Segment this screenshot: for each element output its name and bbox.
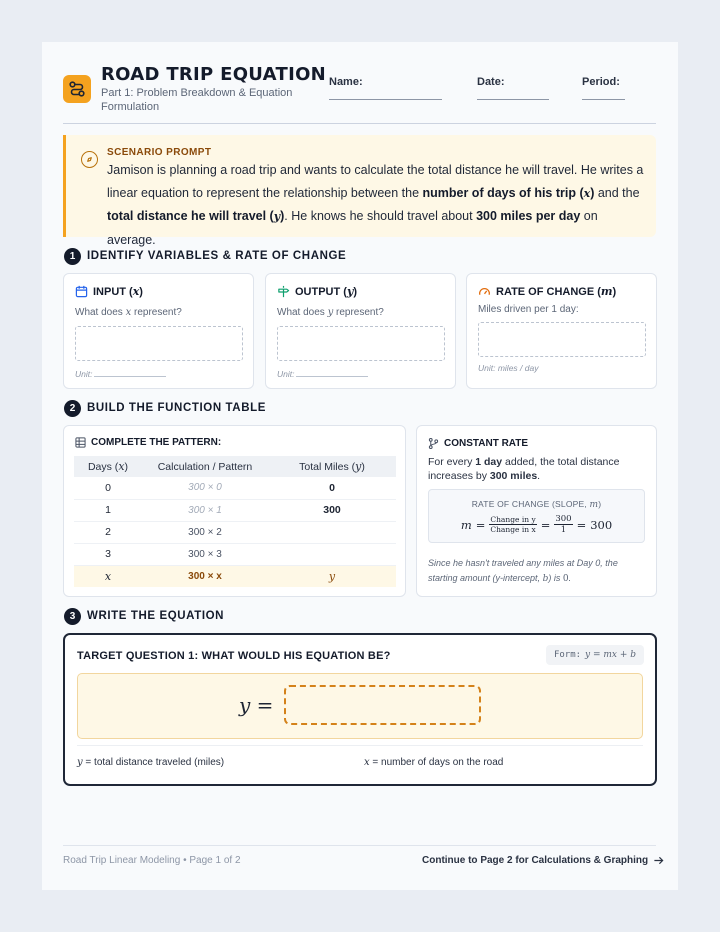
equation-answer-box[interactable] — [284, 685, 481, 725]
row-calc: 300 × x — [142, 565, 268, 587]
input-question: What does x represent? — [75, 307, 182, 318]
name-field[interactable] — [329, 99, 442, 100]
target-question: TARGET QUESTION 1: WHAT WOULD HIS EQUATION BE? — [77, 650, 391, 662]
input-card — [63, 273, 254, 389]
row-calc: 300 × 0 — [142, 477, 268, 499]
calendar-icon — [75, 285, 88, 298]
row-days: 3 — [74, 543, 142, 565]
slope-formula: m = Change in y Change in x = $\frac{300}{1}$ = 300 — [460, 514, 613, 535]
rate-card — [466, 273, 657, 389]
output-question: What does y represent? — [277, 307, 384, 318]
compass-icon — [81, 151, 98, 168]
output-answer-box[interactable] — [277, 326, 445, 361]
signpost-icon — [277, 285, 290, 298]
rate-question: Miles driven per 1 day: — [478, 304, 579, 315]
pattern-card — [63, 425, 406, 597]
row-miles: 0 — [268, 477, 396, 499]
section-1-number: 1 — [64, 248, 81, 265]
scenario-label: SCENARIO PROMPT — [107, 147, 212, 158]
table-row — [74, 521, 396, 543]
row-days: 2 — [74, 521, 142, 543]
y-definition: y = total distance traveled (miles) — [77, 757, 225, 768]
rate-unit: Unit: miles / day — [478, 363, 539, 373]
slope-label: RATE OF CHANGE (SLOPE, m) — [471, 499, 602, 510]
slope-formula-box — [428, 489, 645, 543]
row-days: 1 — [74, 499, 142, 521]
input-unit-line[interactable] — [94, 369, 166, 377]
x-definition: x = number of days on the road — [364, 757, 504, 768]
output-card — [265, 273, 456, 389]
name-label: Name: — [329, 76, 363, 88]
col-calc: Calculation / Pattern — [142, 456, 268, 477]
equation-area — [77, 673, 643, 739]
table-row-general — [74, 565, 396, 587]
table-header-row — [74, 456, 396, 477]
footer-page-info: Road Trip Linear Modeling • Page 1 of 2 — [63, 855, 241, 866]
row-calc: 300 × 2 — [142, 521, 268, 543]
equation-lhs: y = — [239, 693, 274, 717]
target-question-card — [63, 633, 657, 786]
gauge-icon — [478, 285, 491, 298]
col-days: Days (x) — [74, 456, 142, 477]
route-icon — [63, 75, 91, 103]
row-days: x — [74, 565, 142, 587]
header-divider — [63, 123, 656, 124]
worksheet-page — [42, 42, 678, 890]
output-heading: OUTPUT (y) — [277, 285, 357, 298]
input-answer-box[interactable] — [75, 326, 243, 361]
constant-rate-card — [416, 425, 657, 597]
row-calc: 300 × 3 — [142, 543, 268, 565]
row-miles: y — [268, 565, 396, 587]
constant-rate-text: For every 1 day added, the total distance increases by 300 miles. — [428, 456, 620, 482]
target-divider — [77, 745, 643, 746]
y-intercept-note: Since he hasn't traveled any miles at Day 0, the starting amount (y-intercept, b) is 0. — [428, 558, 618, 584]
period-field[interactable] — [582, 99, 625, 100]
col-miles: Total Miles (y) — [268, 456, 396, 477]
page-title: ROAD TRIP EQUATION — [101, 64, 327, 85]
section-2-title: BUILD THE FUNCTION TABLE — [87, 402, 267, 414]
row-miles: 300 — [268, 499, 396, 521]
date-field[interactable] — [477, 99, 549, 100]
footer-divider — [63, 845, 656, 846]
row-miles-blank[interactable] — [268, 543, 396, 565]
scenario-box — [63, 135, 656, 247]
row-calc: 300 × 1 — [142, 499, 268, 521]
section-3-title: WRITE THE EQUATION — [87, 610, 225, 622]
table-row — [74, 477, 396, 499]
date-label: Date: — [477, 76, 505, 88]
section-1-title: IDENTIFY VARIABLES & RATE OF CHANGE — [87, 250, 347, 262]
function-table — [74, 456, 396, 587]
constant-rate-heading: CONSTANT RATE — [428, 438, 528, 449]
output-unit-line[interactable] — [296, 369, 368, 377]
scenario-text: Jamison is planning a road trip and wants to calculate the total distance he will travel. He writes a linear equation to represent the relationship between the number of days of his trip (x) and the total distance he will travel (y). He knows he should travel about 300 miles per day on average. — [107, 163, 644, 247]
arrow-right-icon — [653, 855, 664, 866]
section-3-number: 3 — [64, 608, 81, 625]
form-chip: Form: y = mx + b — [546, 645, 644, 665]
row-days: 0 — [74, 477, 142, 499]
table-row — [74, 543, 396, 565]
branch-icon — [428, 438, 439, 449]
pattern-heading: COMPLETE THE PATTERN: — [75, 437, 221, 448]
output-unit: Unit: — [277, 367, 368, 377]
next-page-link[interactable]: Continue to Page 2 for Calculations & Graphing — [422, 855, 664, 866]
input-unit: Unit: — [75, 367, 166, 377]
rate-heading: RATE OF CHANGE (m) — [478, 285, 616, 298]
row-miles-blank[interactable] — [268, 521, 396, 543]
page-subtitle: Part 1: Problem Breakdown & Equation Formulation — [101, 87, 293, 113]
section-2-number: 2 — [64, 400, 81, 417]
period-label: Period: — [582, 76, 620, 88]
input-heading: INPUT (x) — [75, 285, 143, 298]
table-icon — [75, 437, 86, 448]
rate-answer-box[interactable] — [478, 322, 646, 357]
table-row — [74, 499, 396, 521]
